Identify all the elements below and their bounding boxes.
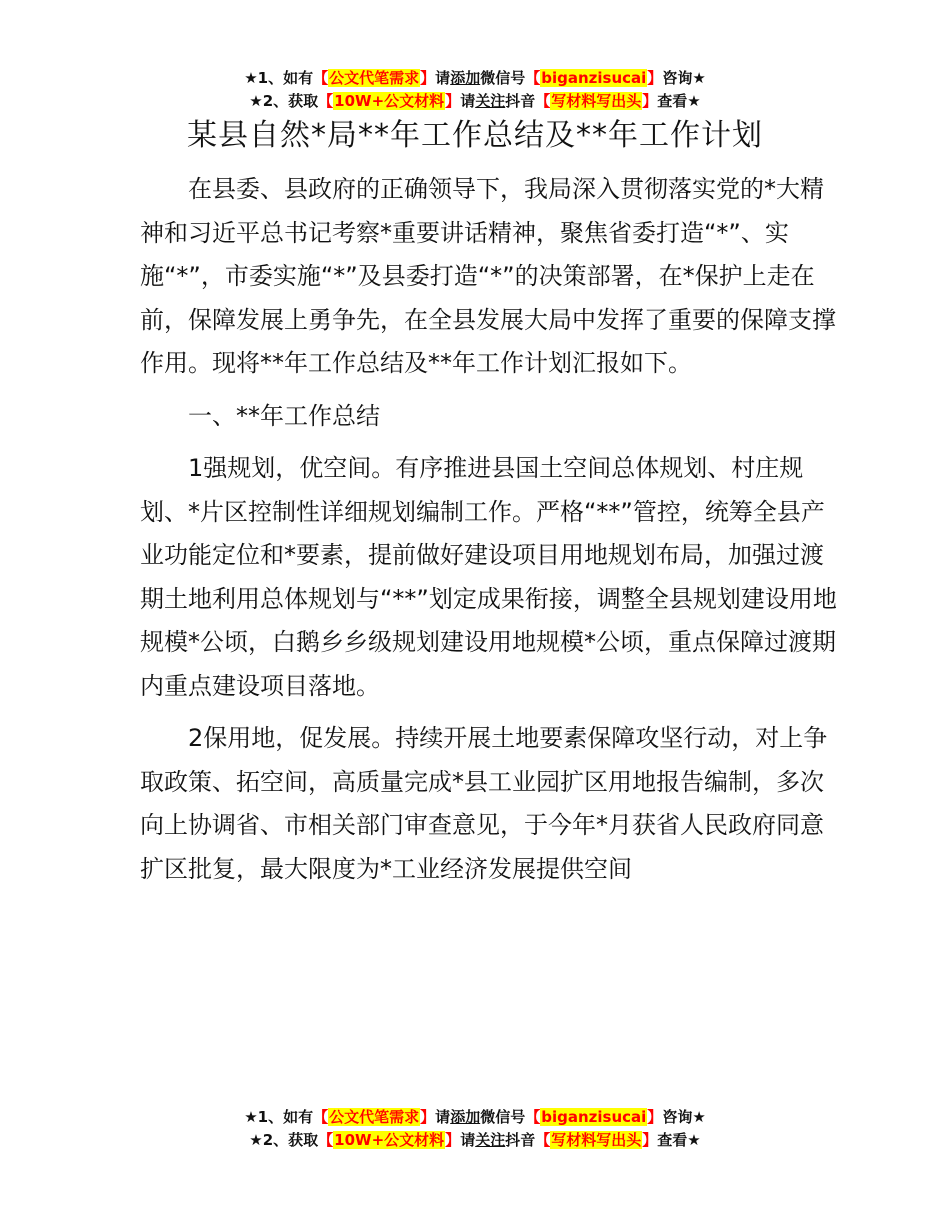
promo-line-1 [0,67,950,90]
highlight-tag: biganzisucai [541,69,647,87]
bracket: 】 [642,92,658,110]
promo-line-2 [0,1129,950,1152]
bracket: 【 [313,1108,329,1126]
promo-text: 请 [460,1131,476,1149]
header-promo-banner [0,67,950,113]
bracket: 【 [535,1131,551,1149]
promo-text: 查看★ [657,1131,701,1149]
promo-text: ★1、如有 [244,1108,314,1126]
bracket: 【 [535,92,551,110]
body-paragraph: 1强规划，优空间。有序推进县国土空间总体规划、村庄规划、*片区控制性详细规划编制工作。严格“**”管控，统筹全县产业功能定位和*要素，提前做好建设项目用地规划布局，加强过渡期土地利用总体规划与“**”划定成果衔接，调整全县规划建设用地规模*公顷，白鹅乡乡级规划建设用地规模*公顷，重点保障过渡期内重点建设项目落地。 [140,454,837,700]
promo-text: 咨询★ [662,1108,706,1126]
document-title: 某县自然*局**年工作总结及**年工作计划 [187,118,763,153]
promo-text: 请 [435,1108,451,1126]
bracket: 【 [318,1131,334,1149]
highlight-tag: biganzisucai [541,1108,647,1126]
promo-underlined-text: 添加 [450,1108,481,1126]
promo-text: 微信号 [480,1108,526,1126]
highlight-tag: 10W+公文材料 [334,1131,445,1149]
footer-promo-banner [0,1106,950,1152]
highlight-tag: 写材料写出头 [551,92,642,110]
bracket: 】 [445,92,461,110]
promo-underlined-text: 添加 [450,69,481,87]
promo-text: 抖音 [505,92,536,110]
promo-text: 咨询★ [662,69,706,87]
promo-underlined-text: 关注 [475,1131,506,1149]
highlight-tag: 10W+公文材料 [334,92,445,110]
promo-line-2 [0,90,950,113]
highlight-tag: 公文代笔需求 [329,69,420,87]
bracket: 】 [642,1131,658,1149]
bracket: 】 [445,1131,461,1149]
bracket: 】 [647,69,663,87]
promo-text: 查看★ [657,92,701,110]
promo-text: ★1、如有 [244,69,314,87]
body-paragraph: 2保用地，促发展。持续开展土地要素保障攻坚行动，对上争取政策、拓空间，高质量完成*县工业园扩区用地报告编制，多次向上协调省、市相关部门审查意见，于今年*月获省人民政府同意扩区批复，最大限度为*工业经济发展提供空间 [140,724,828,883]
bracket: 【 [525,69,541,87]
promo-text: 抖音 [505,1131,536,1149]
highlight-tag: 公文代笔需求 [329,1108,420,1126]
bracket: 】 [420,69,436,87]
bracket: 【 [525,1108,541,1126]
promo-line-1 [0,1106,950,1129]
promo-text: 请 [460,92,476,110]
bracket: 】 [647,1108,663,1126]
promo-text: ★2、获取 [249,92,319,110]
bracket: 【 [318,92,334,110]
highlight-tag: 写材料写出头 [551,1131,642,1149]
bracket: 】 [420,1108,436,1126]
promo-text: ★2、获取 [249,1131,319,1149]
bracket: 【 [313,69,329,87]
promo-text: 请 [435,69,451,87]
promo-underlined-text: 关注 [475,92,506,110]
section-heading: 一、**年工作总结 [188,401,380,430]
document-body [140,168,840,900]
intro-paragraph: 在县委、县政府的正确领导下，我局深入贯彻落实党的*大精神和习近平总书记考察*重要讲话精神，聚焦省委打造“*”、实施“*”，市委实施“*”及县委打造“*”的决策部署，在*保护上走在前，保障发展上勇争先，在全县发展大局中发挥了重要的保障支撑作用。现将**年工作总结及**年工作计划汇报如下。 [140,175,836,377]
promo-text: 微信号 [480,69,526,87]
